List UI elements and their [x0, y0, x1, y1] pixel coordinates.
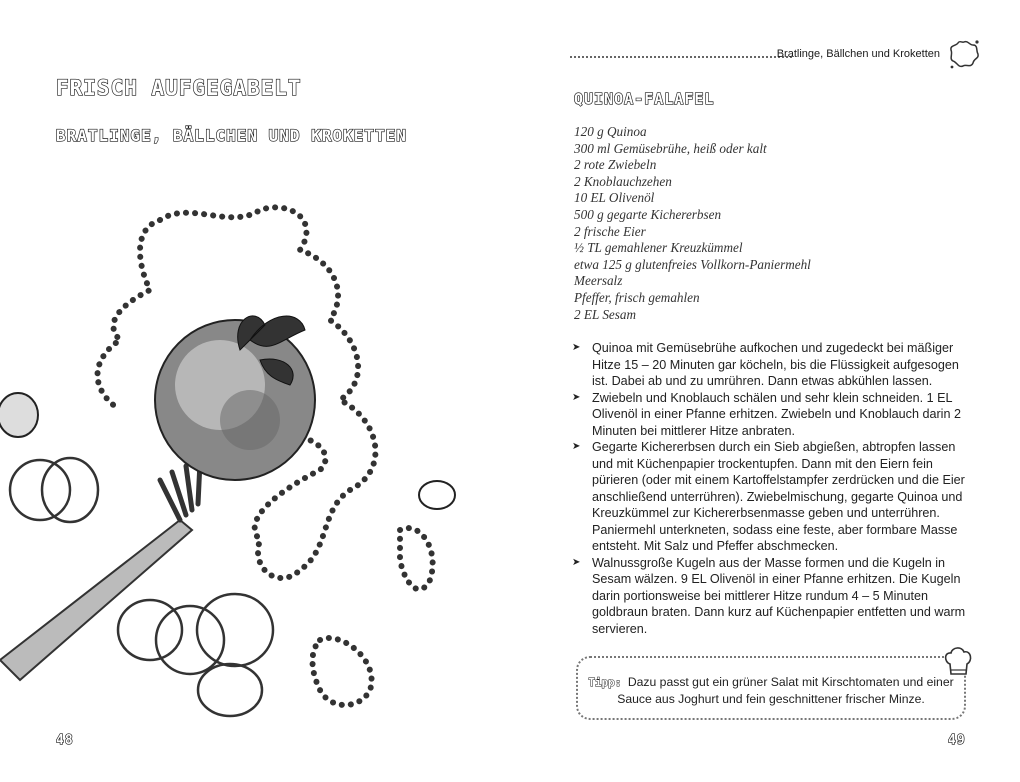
ingredient-item: 300 ml Gemüsebrühe, heiß oder kalt: [574, 140, 767, 156]
ink-splat-icon: [948, 38, 980, 70]
chapter-title: FRISCH AUFGEGABELT: [56, 76, 302, 100]
tip-label: Tipp:: [588, 676, 622, 689]
running-head: [570, 48, 980, 66]
chapter-subtitle: BRATLINGE, BÄLLCHEN UND KROKETTEN: [56, 126, 407, 145]
ingredient-item: 120 g Quinoa: [574, 124, 647, 139]
ingredient-item: Pfeffer, frisch gemahlen: [574, 289, 700, 305]
page-number: 48: [56, 733, 74, 748]
step-item: [568, 340, 968, 390]
dotted-rule: [570, 56, 792, 58]
page-number: 49: [948, 733, 966, 748]
ingredient-item: 10 EL Olivenöl: [574, 190, 655, 206]
arrow-bullet-icon: ➤: [572, 391, 581, 403]
step-text: Gegarte Kichererbsen durch ein Sieb abgießen, abtropfen lassen und mit Küchenpapier trockentupfen. Dann mit den Eiern fein pürieren (oder mit einem Kartoffelstampfer zerdrücken und die Eier anschließend unterrühren). Zwiebelmischung, gegarte Quinoa und Kreuzkümmel zur Kichererbsenmasse geben und unterrühren. Paniermehl unterkneten, sodass eine feste, aber formbare Masse entsteht. Mit Salz und Pfeffer abschmecken.: [592, 440, 965, 553]
arrow-bullet-icon: ➤: [572, 342, 581, 353]
step-text: Quinoa mit Gemüsebrühe aufkochen und zugedeckt bei mäßiger Hitze 15 – 20 Minuten gar köcheln, bis die Flüssigkeit aufgesogen ist. Dabei ab und zu umrühren. Dann etwas abkühlen lassen.: [592, 341, 959, 388]
ingredient-item: 2 rote Zwiebeln: [574, 157, 657, 173]
right-page: [510, 0, 1020, 782]
step-item: [568, 390, 968, 440]
ingredient-item: Meersalz: [574, 273, 623, 289]
chef-hat-icon: [942, 644, 974, 678]
ingredient-item: 2 Knoblauchzehen: [574, 173, 672, 189]
arrow-bullet-icon: ➤: [572, 556, 581, 568]
step-text: Zwiebeln und Knoblauch schälen und sehr klein schneiden. 1 EL Olivenöl in einer Pfanne erhitzen. Zwiebeln und Knoblauch darin 2 Minuten bei mittlerer Hitze anbraten.: [592, 390, 961, 438]
ingredient-item: etwa 125 g glutenfreies Vollkorn-Paniermehl: [574, 256, 811, 272]
fork-with-falafel-illustration-icon: [0, 190, 500, 730]
ingredient-item: ½ TL gemahlener Kreuzkümmel: [574, 240, 743, 256]
ingredient-item: 500 g gegarte Kichererbsen: [574, 206, 722, 222]
tip-text: Dazu passt gut ein grüner Salat mit Kirschtomaten und einer Sauce aus Joghurt und fein geschnittener frischer Minze.: [617, 675, 954, 706]
ingredient-item: 2 EL Sesam: [574, 306, 637, 322]
tip-content: [578, 674, 964, 708]
tip-box: [576, 656, 966, 720]
step-item: [568, 439, 968, 555]
step-item: [568, 555, 968, 638]
recipe-title: QUINOA-FALAFEL: [574, 90, 715, 108]
step-text: Walnussgroße Kugeln aus der Masse formen und die Kugeln in Sesam wälzen. 9 EL Olivenöl in einer Pfanne erhitzen. Die Kugeln darin portionsweise bei mittlerer Hitze rundum 4 – 5 Minuten goldbraun braten. Dann kurz auf Küchenpapier entfetten und warm servieren.: [592, 555, 966, 636]
ingredient-list: [574, 124, 811, 323]
arrow-bullet-icon: ➤: [572, 441, 581, 452]
step-list: [568, 340, 968, 637]
running-head-text: Bratlinge, Bällchen und Kroketten: [776, 48, 940, 60]
ingredient-item: 2 frische Eier: [574, 223, 646, 239]
